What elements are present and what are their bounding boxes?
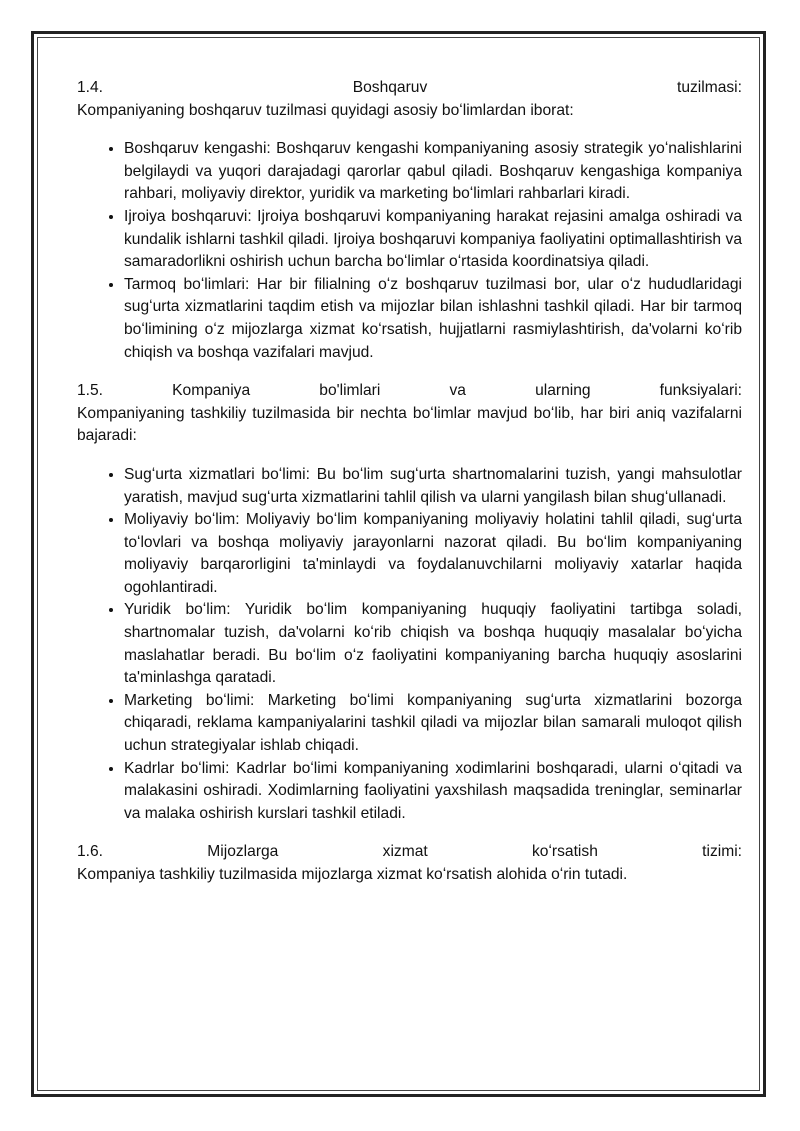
section-intro: Kompaniya tashkiliy tuzilmasida mijozlarga xizmat koʻrsatish alohida oʻrin tutadi. bbox=[77, 866, 628, 883]
list-item: • Sugʻurta xizmatlari boʻlimi: Bu boʻlim sugʻurta shartnomalarini tuzish, yangi mahsulotlar yaratish, mavjud sugʻurta xizmatlarini tahlil qilish va ularni yangilash bilan shugʻullanadi. bbox=[124, 464, 742, 509]
section-number: 1.5. bbox=[77, 382, 104, 400]
list-item: • Kadrlar boʻlimi: Kadrlar boʻlimi kompaniyaning xodimlarini boshqaradi, ularni oʻqitadi va malakasini oshiradi. Xodimlarning faoliyatini yaxshilash maqsadida treninglar, seminarlar va malaka oshirish kurslari tashkil etiladi. bbox=[124, 758, 742, 826]
section-1-6 bbox=[77, 841, 742, 886]
section-1-4 bbox=[77, 77, 742, 364]
heading-word: Mijozlarga bbox=[207, 843, 279, 861]
heading-word: bo'limlari bbox=[319, 382, 381, 400]
heading-word: koʻrsatish bbox=[532, 843, 598, 861]
heading-word: Boshqaruv bbox=[352, 79, 428, 96]
document-body bbox=[77, 77, 742, 887]
section-heading bbox=[77, 77, 742, 100]
list-item: • Boshqaruv kengashi: Boshqaruv kengashi kompaniyaning asosiy strategik yoʻnalishlarini belgilaydi va yuqori darajadagi qarorlar qabul qiladi. Boshqaruv kengashiga kompaniya rahbari, moliyaviy direktor, yuridik va marketing boʻlimlari rahbarlari kiradi. bbox=[124, 138, 742, 206]
list-item: • Marketing boʻlimi: Marketing boʻlimi kompaniyaning sugʻurta xizmatlarini bozorga chiqaradi, reklama kampaniyalarini tashkil qiladi va mijozlar bilan samarali muloqot qilish uchun strategiyalar ishlab chiqadi. bbox=[124, 690, 742, 758]
heading-word: tizimi: bbox=[702, 843, 743, 861]
list-item: • Yuridik boʻlim: Yuridik boʻlim kompaniyaning huquqiy faoliyatini tartibga soladi, shartnomalar tuzish, da'volarni koʻrib chiqish va boshqa huquqiy masalalar boʻyicha maslahatlar beradi. Bu boʻlim oʻz faoliyatini kompaniyaning barcha huquqiy asoslarini ta'minlashga qaratadi. bbox=[124, 599, 742, 689]
list-item: • Ijroiya boshqaruvi: Ijroiya boshqaruvi kompaniyaning harakat rejasini amalga oshiradi va kundalik ishlarni tashkil qiladi. Ijroiya boshqaruvi kompaniya faoliyatini optimallashtirish va samaradorlikni oshirish uchun barcha boʻlimlar oʻrtasida koordinatsiya qiladi. bbox=[124, 206, 742, 274]
section-heading bbox=[77, 380, 742, 403]
section-number: 1.4. bbox=[77, 79, 104, 96]
list-item: • Tarmoq boʻlimlari: Har bir filialning oʻz boshqaruv tuzilmasi bor, ular oʻz hududlaridagi sugʻurta xizmatlarini taqdim etish va mijozlar bilan ishlashni tashkil qiladi. Har bir tarmoq boʻlimining oʻz mijozlarga xizmat koʻrsatish, hujjatlarni rasmiylashtirish, da'volarni koʻrib chiqish va boshqa vazifalari mavjud. bbox=[124, 274, 742, 364]
section-intro: Kompaniyaning tashkiliy tuzilmasida bir nechta boʻlimlar mavjud boʻlib, har biri aniq vazifalarni bajaradi: bbox=[77, 404, 742, 445]
heading-word: Kompaniya bbox=[172, 382, 251, 400]
bullet-list bbox=[77, 464, 742, 826]
section-1-5 bbox=[77, 380, 742, 825]
bullet-list bbox=[77, 138, 742, 364]
heading-word: tuzilmasi: bbox=[676, 79, 742, 96]
list-item: • Moliyaviy boʻlim: Moliyaviy boʻlim kompaniyaning moliyaviy holatini tahlil qiladi, sugʻurta toʻlovlari va boshqa moliyaviy jarayonlarni nazorat qiladi. Bu boʻlim kompaniyaning moliyaviy barqarorligini ta'minlaydi va foydalanuvchilarni moliyaviy xatarlar haqida ogohlantiradi. bbox=[124, 509, 742, 599]
section-number: 1.6. bbox=[77, 843, 104, 861]
heading-word: ularning bbox=[535, 382, 591, 400]
heading-word: funksiyalari: bbox=[659, 382, 743, 400]
section-intro: Kompaniyaning boshqaruv tuzilmasi quyidagi asosiy boʻlimlardan iborat: bbox=[77, 101, 574, 119]
heading-word: xizmat bbox=[382, 843, 428, 861]
heading-word: va bbox=[449, 382, 466, 400]
section-heading bbox=[77, 841, 742, 864]
